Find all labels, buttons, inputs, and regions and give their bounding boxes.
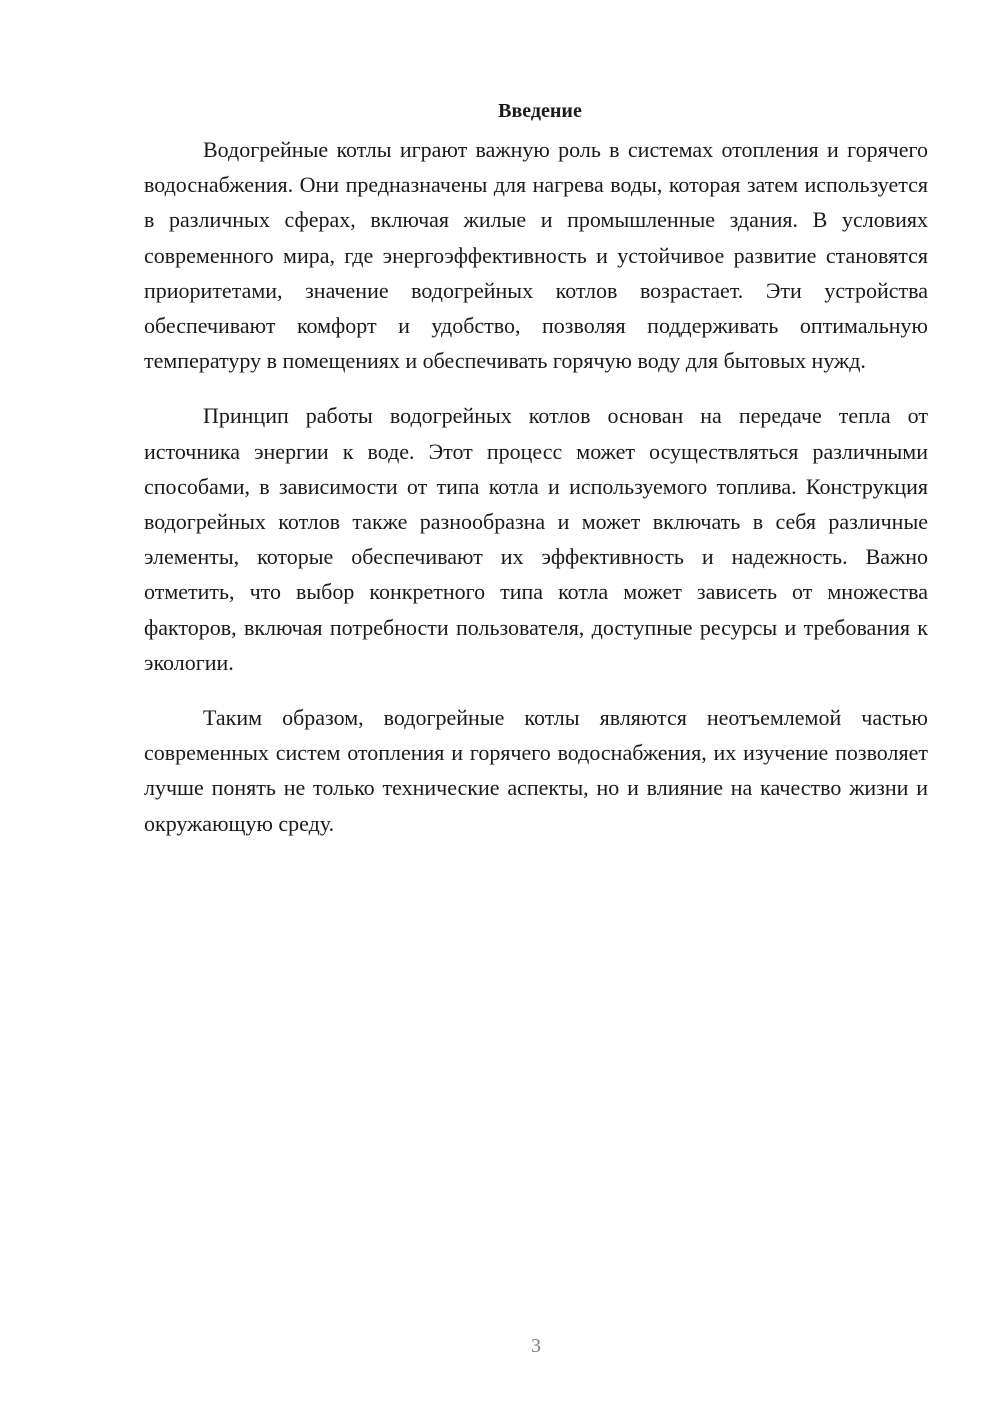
section-title: Введение xyxy=(498,100,582,122)
page-content xyxy=(144,96,928,861)
paragraph-2: Принцип работы водогрейных котлов основан на передаче тепла от источника энергии к воде. Этот процесс может осуществляться различными способами, в зависимости от типа котла и используемого топлива. Конструкция водогрейных котлов также разнообразна и может включать в себя различные элементы, которые обеспечивают их эффективность и надежность. Важно отметить, что выбор конкретного типа котла может зависеть от множества факторов, включая потребности пользователя, доступные ресурсы и требования к экологии. xyxy=(144,403,928,675)
paragraph-3: Таким образом, водогрейные котлы являются неотъемлемой частью современных систем отопления и горячего водоснабжения, их изучение позволяет лучше понять не только технические аспекты, но и влияние на качество жизни и окружающую среду. xyxy=(144,705,928,836)
page-number: 3 xyxy=(531,1335,541,1357)
paragraph-1: Водогрейные котлы играют важную роль в системах отопления и горячего водоснабжения. Они предназначены для нагрева воды, которая затем используется в различных сферах, включая жилые и промышленные здания. В условиях современного мира, где энергоэффективность и устойчивое развитие становятся приоритетами, значение водогрейных котлов возрастает. Эти устройства обеспечивают комфорт и удобство, позволяя поддерживать оптимальную температуру в помещениях и обеспечивать горячую воду для бытовых нужд. xyxy=(144,137,928,374)
